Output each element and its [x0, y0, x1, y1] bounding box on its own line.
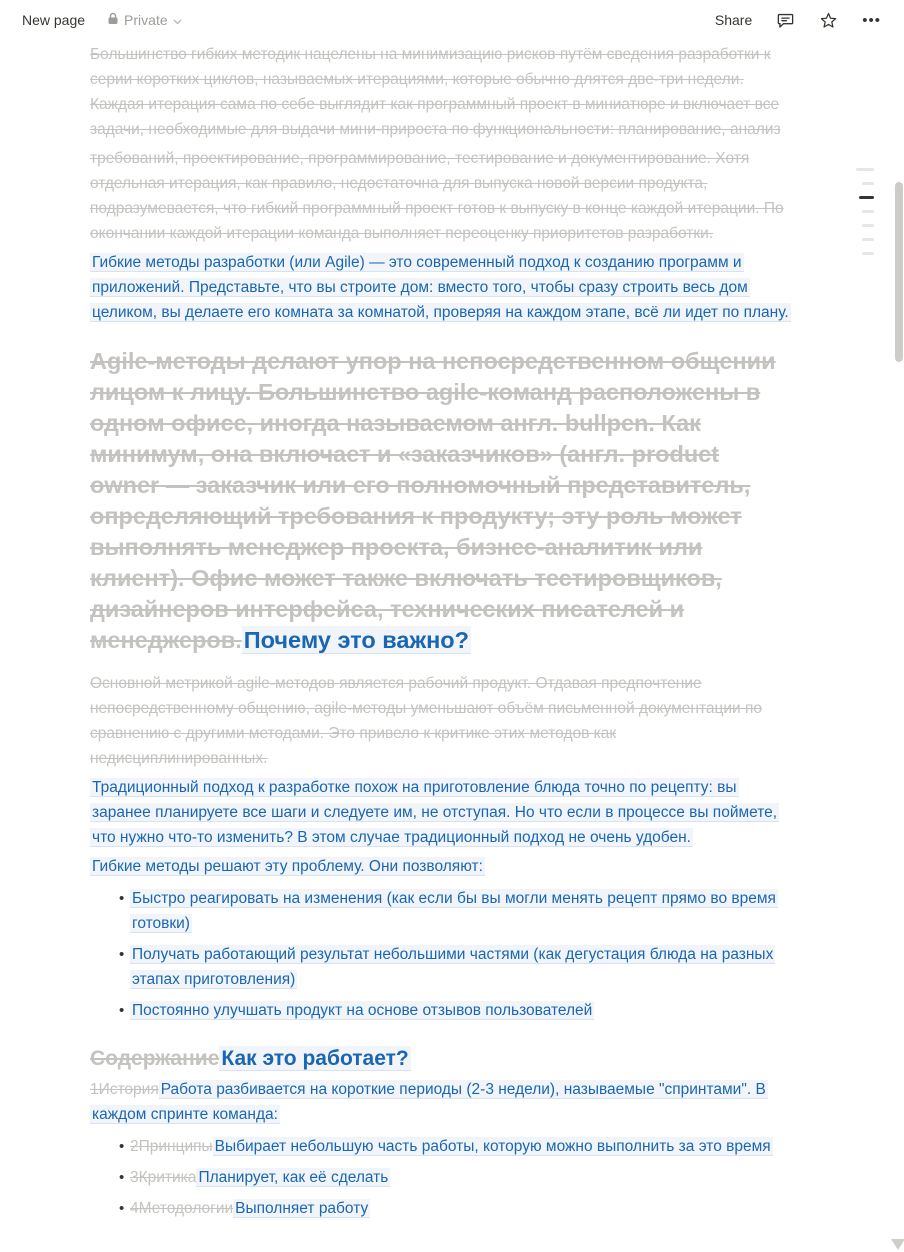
more-button[interactable]	[855, 9, 888, 32]
inserted-text: Выбирает небольшую часть работы, которую можно выполнить за это время	[214, 1138, 771, 1155]
deleted-text: 1История	[90, 1081, 159, 1098]
deleted-text: требований, проектирование, программирование, тестирование и документирование. Хотя отдельная итерация, как правило, недостаточна для выпуска новой версии продукта, подразумевается, что гибкий программный проект готов к выпуску в конце каждой итерации. По окончании каждой итерации команда выполняет переоценку приоритетов разработки.	[90, 150, 784, 242]
bullet-icon: •	[119, 946, 125, 963]
privacy-dropdown[interactable]	[101, 10, 188, 30]
outline-mark[interactable]	[862, 210, 874, 213]
deleted-text: 3Критика	[130, 1169, 197, 1186]
document-editor	[90, 40, 793, 1226]
inserted-text: Гибкие методы решают эту проблему. Они позволяют:	[92, 858, 483, 875]
ellipsis-icon: •••	[862, 11, 881, 29]
heading1-block[interactable]	[90, 343, 793, 659]
scroll-down-arrow-icon[interactable]	[891, 1239, 904, 1250]
inserted-text: Работа разбивается на короткие периоды (2-3 недели), называемые "спринтами". В каждом спринте команда:	[92, 1081, 766, 1123]
paragraph-mixed-1[interactable]	[90, 1075, 793, 1129]
outline-mark[interactable]	[856, 168, 874, 171]
scrollbar-thumb[interactable]	[895, 182, 903, 362]
deleted-text: 4Методологии	[130, 1200, 234, 1217]
list-item[interactable]	[90, 995, 793, 1026]
deleted-text: Основной метрикой agile-методов является рабочий продукт. Отдавая предпочтение непосредственному общению, agile-методы уменьшают объём письменной документации по сравнению с другими методами. Это привело к критике этих методов как недисциплинированных.	[90, 675, 763, 767]
outline-mark[interactable]	[862, 182, 874, 185]
inserted-text: Быстро реагировать на изменения (как если бы вы могли менять рецепт прямо во время готовки)	[132, 890, 776, 932]
deleted-heading-text: Agile-методы делают упор на непосредственном общении лицом к лицу. Большинство agile-команд расположены в одном офисе, иногда называемом англ. bullpen. Как минимум, она включает и «заказчиков» (англ. product owner — заказчик или его полномочный представитель, определяющий требования к продукту; эту роль может выполнять менеджер проекта, бизнес-аналитик или клиент). Офис может также включать тестировщиков, дизайнеров интерфейса, технических писателей и менеджеров.	[90, 348, 776, 653]
deleted-text: 2Принципы	[130, 1138, 213, 1155]
inserted-text: Планирует, как её сделать	[198, 1169, 389, 1186]
privacy-label: Private	[124, 12, 168, 28]
lock-icon	[107, 12, 119, 28]
paragraph-inserted-1[interactable]	[90, 248, 793, 327]
star-icon	[819, 11, 838, 30]
list-item[interactable]	[90, 1131, 793, 1162]
inserted-text: Выполняет работу	[235, 1200, 369, 1217]
inserted-text: Постоянно улучшать продукт на основе отзывов пользователей	[132, 1002, 593, 1019]
paragraph-deleted-2[interactable]	[90, 144, 793, 248]
paragraph-deleted-3[interactable]	[90, 669, 793, 773]
outline-mark[interactable]	[862, 238, 874, 241]
outline-mark[interactable]	[862, 252, 874, 255]
bullet-icon: •	[119, 890, 125, 907]
top-bar	[0, 0, 904, 40]
inserted-heading-text: Как это работает?	[221, 1047, 409, 1070]
bullet-icon: •	[119, 1200, 125, 1217]
list-item[interactable]	[90, 1193, 793, 1224]
page-title[interactable]: New page	[22, 12, 86, 28]
deleted-heading-text: Содержание	[90, 1047, 220, 1070]
comments-button[interactable]	[769, 8, 802, 33]
share-button[interactable]: Share	[714, 12, 753, 28]
bullet-icon: •	[119, 1138, 125, 1155]
list-item[interactable]	[90, 1162, 793, 1193]
comment-icon	[776, 11, 795, 30]
bulleted-list-2	[90, 1131, 793, 1224]
list-item[interactable]	[90, 939, 793, 995]
paragraph-deleted-1[interactable]	[90, 40, 793, 144]
outline-mark-active[interactable]	[859, 196, 874, 199]
bulleted-list-1	[90, 883, 793, 1026]
bullet-icon: •	[119, 1169, 125, 1186]
heading2-block[interactable]	[90, 1042, 793, 1075]
favorite-button[interactable]	[812, 8, 845, 33]
inserted-text: Получать работающий результат небольшими частями (как дегустация блюда на разных этапах приготовления)	[132, 946, 774, 988]
inserted-heading-text: Почему это важно?	[243, 627, 470, 653]
outline-mark[interactable]	[862, 224, 874, 227]
list-item[interactable]	[90, 883, 793, 939]
top-bar-actions	[708, 8, 888, 33]
inserted-text: Гибкие методы разработки (или Agile) — это современный подход к созданию программ и приложений. Представьте, что вы строите дом: вместо того, чтобы сразу строить весь дом целиком, вы делаете его комната за комнатой, проверяя на каждом этапе, всё ли идет по плану.	[92, 254, 789, 321]
chevron-down-icon	[173, 12, 182, 28]
deleted-text: Большинство гибких методик нацелены на минимизацию рисков путём сведения разработки к серии коротких циклов, называемых итерациями, которые обычно длятся две-три недели. Каждая итерация сама по себе выглядит как программный проект в миниатюре и включает все задачи, необходимые для выдачи мини-прироста по функциональности: планирование, анализ	[90, 46, 781, 138]
outline-indicator	[856, 168, 874, 266]
paragraph-inserted-3[interactable]	[90, 852, 793, 881]
inserted-text: Традиционный подход к разработке похож на приготовление блюда точно по рецепту: вы заранее планируете все шаги и следуете им, не отступая. Но что если в процессе вы поймете, что нужно что-то изменить? В этом случае традиционный подход не очень удобен.	[92, 779, 778, 846]
paragraph-inserted-2[interactable]	[90, 773, 793, 852]
bullet-icon: •	[119, 1002, 125, 1019]
